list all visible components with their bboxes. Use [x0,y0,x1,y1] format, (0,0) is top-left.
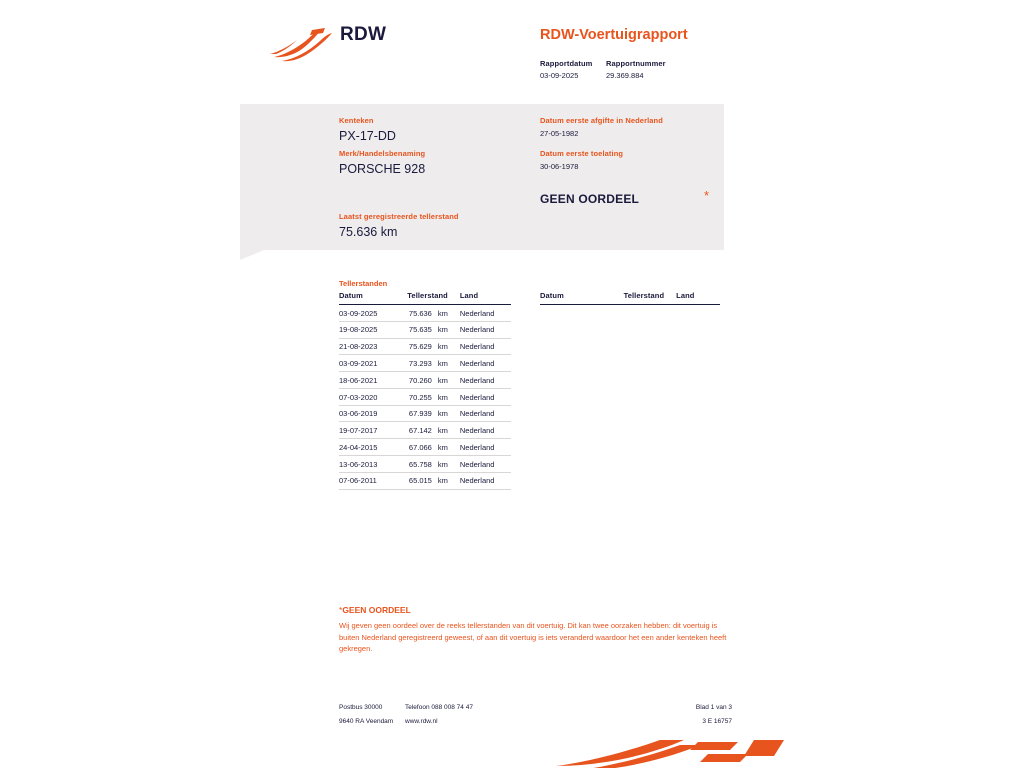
cell-land: Nederland [450,388,511,405]
rdw-bottom-logo-icon [548,736,788,768]
col-datum: Datum [540,291,585,305]
table-row [339,422,511,439]
eerste-afgifte-label: Datum eerste afgifte in Nederland [540,116,663,125]
laatste-tellerstand-value: 75.636 km [339,225,398,239]
cell-land: Nederland [450,321,511,338]
report-number-label: Rapportnummer [606,59,666,68]
cell-land: Nederland [450,456,511,473]
cell-tellerstand: 75.636 km [392,305,450,322]
table-row [339,338,511,355]
col-land: Land [666,291,720,305]
col-tellerstand: Tellerstand [392,291,450,305]
report-date-value: 03-09-2025 [540,71,579,80]
field-kenteken [339,116,396,143]
oordeel-footnote-marker: * [704,188,710,203]
tellerstanden-table-left [339,291,511,490]
cell-datum: 19-07-2017 [339,422,392,439]
cell-datum: 13-06-2013 [339,456,392,473]
cell-datum: 19-08-2025 [339,321,392,338]
table-row [339,372,511,389]
cell-tellerstand: 67.142 km [392,422,450,439]
eerste-toelating-value: 30-06-1978 [540,162,579,171]
cell-tellerstand: 67.939 km [392,405,450,422]
cell-datum: 07-06-2011 [339,472,392,489]
eerste-toelating-label: Datum eerste toelating [540,149,624,158]
brand-title: RDW [340,24,387,45]
footer-telefoon: Telefoon 088 008 74 47 [405,704,473,711]
cell-datum: 24-04-2015 [339,439,392,456]
report-number-value: 29.369.884 [606,71,644,80]
cell-land: Nederland [450,439,511,456]
cell-datum: 03-06-2019 [339,405,392,422]
footnote-body: Wij geven geen oordeel over de reeks tellerstanden van dit voertuig. Dit kan twee oorzaken hebben: dit voertuig is buiten Nederland geregistreerd geweest, of aan dit voertuig is iets veranderd waardoor het een ander kenteken heeft gekregen. [339,621,727,654]
kenteken-value: PX-17-DD [339,129,396,143]
table-row [339,405,511,422]
table-row [339,321,511,338]
table-header-row [540,291,720,305]
footnote-heading [339,605,731,615]
oordeel-badge: GEEN OORDEEL [540,192,640,206]
cell-tellerstand: 75.629 km [392,338,450,355]
cell-tellerstand: 67.066 km [392,439,450,456]
footer-plaats: 9640 RA Veendam [339,718,394,725]
merk-label: Merk/Handelsbenaming [339,149,426,158]
cell-land: Nederland [450,305,511,322]
field-eerste-afgifte [540,116,663,138]
report-title: RDW-Voertuigrapport [540,27,688,43]
cell-land: Nederland [450,405,511,422]
summary-panel-notch [240,250,264,260]
cell-datum: 07-03-2020 [339,388,392,405]
report-number [606,59,666,80]
field-eerste-toelating [540,149,623,171]
cell-land: Nederland [450,355,511,372]
tellerstanden-title: Tellerstanden [339,279,388,288]
table-header-row [339,291,511,305]
field-merk [339,149,425,176]
cell-land: Nederland [450,472,511,489]
table-row [339,305,511,322]
footnote [339,605,731,655]
col-land: Land [450,291,511,305]
cell-land: Nederland [450,338,511,355]
field-laatste-tellerstand [339,212,459,239]
footer-page-number: Blad 1 van 3 [695,704,732,711]
cell-land: Nederland [450,422,511,439]
cell-tellerstand: 70.255 km [392,388,450,405]
footnote-marker: * [339,605,343,615]
cell-datum: 03-09-2025 [339,305,392,322]
cell-datum: 03-09-2021 [339,355,392,372]
cell-land: Nederland [450,372,511,389]
cell-tellerstand: 65.015 km [392,472,450,489]
col-datum: Datum [339,291,392,305]
eerste-afgifte-value: 27-05-1982 [540,129,579,138]
rdw-swoosh-logo-icon [268,24,338,64]
cell-tellerstand: 65.758 km [392,456,450,473]
cell-tellerstand: 75.635 km [392,321,450,338]
footer-postbus: Postbus 30000 [339,704,383,711]
table-row [339,388,511,405]
cell-tellerstand: 70.260 km [392,372,450,389]
table-row [339,439,511,456]
cell-datum: 21-08-2023 [339,338,392,355]
table-row [339,456,511,473]
tellerstanden-table-right [540,291,720,305]
cell-tellerstand: 73.293 km [392,355,450,372]
laatste-tellerstand-label: Laatst geregistreerde tellerstand [339,212,459,221]
report-date [540,59,592,80]
col-tellerstand: Tellerstand [585,291,666,305]
merk-value: PORSCHE 928 [339,162,426,176]
table-row [339,355,511,372]
table-row [339,472,511,489]
kenteken-label: Kenteken [339,116,374,125]
footer-form-code: 3 E 16757 [702,718,732,725]
footer-website[interactable]: www.rdw.nl [405,718,438,725]
cell-datum: 18-06-2021 [339,372,392,389]
report-date-label: Rapportdatum [540,59,593,68]
footnote-heading-text: GEEN OORDEEL [342,605,411,615]
